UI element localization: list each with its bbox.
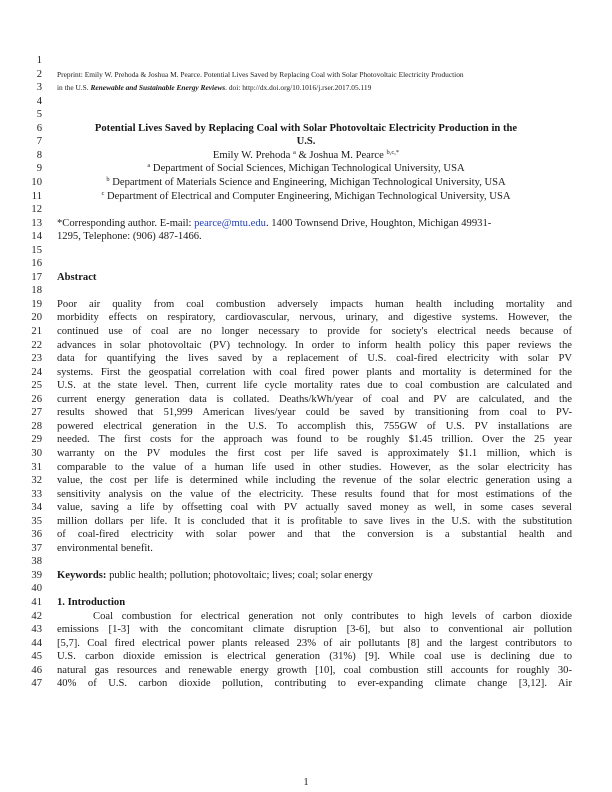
abstract-line: environmental benefit. [57, 543, 153, 554]
abstract-line: Poor air quality from coal combustion adversely impacts human health including mortality and [57, 299, 572, 310]
line-number: 37 [31, 543, 42, 554]
line-number-row [0, 257, 612, 271]
abstract-line-row [0, 366, 612, 380]
line-number: 9 [36, 163, 42, 174]
intro-line-row [0, 677, 612, 691]
line-number: 42 [31, 611, 42, 622]
intro-line: emissions [1-3] with the concomitant climate disruption [3-6], but also to conventional air pollution [57, 624, 572, 635]
abstract-line: systems. First the geospatial correlation with coal fired power plants and mortality is determined for the [57, 367, 572, 378]
intro-heading-line [0, 596, 612, 610]
line-number-row [0, 108, 612, 122]
intro-line-row [0, 664, 612, 678]
line-number: 28 [31, 421, 42, 432]
title-line-2 [0, 135, 612, 149]
abstract-line: advances in solar photovoltaic (PV) technology. In order to inform health policy this paper reviews the [57, 340, 572, 351]
abstract-line: needed. The first costs for the approach was found to be roughly $1.45 trillion. Over the 25 year [57, 434, 572, 445]
line-number: 14 [31, 231, 42, 242]
intro-heading: 1. Introduction [57, 597, 126, 608]
abstract-line: value, saving a life by offsetting coal with PV actually saved money as well, in some cases several [57, 502, 572, 513]
line-number: 27 [31, 407, 42, 418]
intro-line: U.S. carbon dioxide emission is electrical generation (31%) [9]. While coal use is declining due to [57, 651, 572, 662]
line-number: 1 [36, 55, 42, 66]
line-number: 23 [31, 353, 42, 364]
line-number: 18 [31, 285, 42, 296]
keywords-line [0, 569, 612, 583]
abstract-line-row [0, 461, 612, 475]
intro-line-row [0, 623, 612, 637]
abstract-line-row [0, 339, 612, 353]
line-number: 40 [31, 583, 42, 594]
authors-line [0, 149, 612, 163]
line-number: 7 [36, 136, 42, 147]
keywords: Keywords: public health; pollution; photovoltaic; lives; coal; solar energy [57, 570, 373, 581]
abstract-line-row [0, 515, 612, 529]
line-number: 41 [31, 597, 42, 608]
line-number: 4 [36, 96, 42, 107]
corresponding-author: *Corresponding author. E-mail: pearce@mtu.edu. 1400 Townsend Drive, Houghton, Michigan 49931- [57, 218, 492, 229]
abstract-line: data for quantifying the lives saved by a replacement of U.S. coal-fired electricity with solar PV [57, 353, 572, 364]
abstract-line-row [0, 298, 612, 312]
abstract-line: value, the cost per life is determined while including the revenue of the solar electric generation using a [57, 475, 572, 486]
line-number: 16 [31, 258, 42, 269]
line-number-row [0, 203, 612, 217]
line-number: 5 [36, 109, 42, 120]
preprint-citation: Preprint: Emily W. Prehoda & Joshua M. Pearce. Potential Lives Saved by Replacing Coal with Solar Photovoltaic Electricity Production [57, 70, 464, 79]
preprint-line-1 [0, 68, 612, 82]
line-number-row [0, 54, 612, 68]
line-number: 3 [36, 82, 42, 93]
corresponding-contact: 1295, Telephone: (906) 487-1466. [57, 231, 202, 242]
abstract-line-row [0, 352, 612, 366]
line-number-row [0, 555, 612, 569]
line-number: 38 [31, 556, 42, 567]
abstract-line: powered electrical generation in the U.S. To accomplish this, 755GW of U.S. PV installations are [57, 421, 572, 432]
abstract-line-row [0, 325, 612, 339]
abstract-line-row [0, 474, 612, 488]
abstract-line: of coal-fired electricity with solar power and that the conversion is a substantial health and [57, 529, 572, 540]
line-number-row [0, 284, 612, 298]
affiliation-line-a [0, 162, 612, 176]
intro-line-row [0, 637, 612, 651]
line-number: 22 [31, 340, 42, 351]
abstract-line: warranty on the PV modules the first cost per life saved is approximately $1.1 million, which is [57, 448, 572, 459]
abstract-line-row [0, 542, 612, 556]
abstract-line: morbidity effects on respiratory, cardiovascular, nervous, urinary, and digestive systems. However, the [57, 312, 572, 323]
affiliation-b: $^b$ Department of Materials Science and Engineering, Michigan Technological University, USA [106, 176, 506, 188]
line-number-row [0, 244, 612, 258]
abstract-line: million dollars per life. It is concluded that it is profitable to save lives in the U.S. with the substitution [57, 516, 572, 527]
line-number: 25 [31, 380, 42, 391]
line-number: 43 [31, 624, 42, 635]
line-number: 6 [36, 123, 42, 134]
authors: Emily W. Prehoda $^a$ & Joshua M. Pearce $^{b,c,*}$ [212, 149, 400, 161]
line-number: 8 [36, 150, 42, 161]
abstract-line-row [0, 393, 612, 407]
journal-name: Renewable and Sustainable Energy Reviews [90, 83, 226, 92]
paper-title: Potential Lives Saved by Replacing Coal with Solar Photovoltaic Electricity Production in the [94, 123, 518, 134]
line-number: 19 [31, 299, 42, 310]
abstract-line-row [0, 488, 612, 502]
intro-line: Coal combustion for electrical generation not only contributes to high levels of carbon dioxide [93, 611, 572, 622]
line-number-row [0, 95, 612, 109]
abstract-line: continued use of coal are no longer necessary to provide for society's electrical needs because of [57, 326, 572, 337]
abstract-line: results showed that 51,999 American lives/year could be saved by transitioning from coal to PV- [57, 407, 572, 418]
preprint-citation-cont: in the U.S. Renewable and Sustainable Energy Reviews. doi: http://dx.doi.org/10.1016/j.rser.2017.05.119 [57, 83, 372, 92]
page-number: 1 [303, 777, 309, 788]
line-number: 31 [31, 462, 42, 473]
abstract-line: current energy generation data is collated. Deaths/kWh/year of coal and PV are calculated, and the [57, 394, 572, 405]
line-number: 24 [31, 367, 42, 378]
line-number: 46 [31, 665, 42, 676]
abstract-line: sensitivity analysis on the value of the electricity. These results found that for most estimations of the [57, 489, 572, 500]
intro-line: natural gas resources and renewable energy growth [10], coal combustion still accounts for roughly 30- [57, 665, 572, 676]
abstract-heading-line [0, 271, 612, 285]
line-number-row [0, 582, 612, 596]
abstract-line-row [0, 447, 612, 461]
affiliation-c: $^c$ Department of Electrical and Computer Engineering, Michigan Technological University, USA [101, 190, 511, 202]
email-link[interactable]: pearce@mtu.edu [194, 218, 266, 229]
paper-title-cont: U.S. [296, 136, 316, 147]
line-number: 13 [31, 218, 42, 229]
abstract-line-row [0, 501, 612, 515]
line-number: 10 [31, 177, 42, 188]
line-number: 47 [31, 678, 42, 689]
preprint-line-2 [0, 81, 612, 95]
abstract-line-row [0, 528, 612, 542]
line-number: 36 [31, 529, 42, 540]
line-number: 26 [31, 394, 42, 405]
intro-line-row [0, 650, 612, 664]
line-number: 32 [31, 475, 42, 486]
line-number: 33 [31, 489, 42, 500]
title-line-1 [0, 122, 612, 136]
intro-line: 40% of U.S. carbon dioxide pollution, contributing to ever-expanding climate change [3,12]. Air [57, 678, 572, 689]
line-number: 29 [31, 434, 42, 445]
abstract-line-row [0, 406, 612, 420]
line-number: 34 [31, 502, 42, 513]
affiliation-line-c [0, 190, 612, 204]
affiliation-a: $^a$ Department of Social Sciences, Michigan Technological University, USA [147, 162, 465, 174]
line-number: 44 [31, 638, 42, 649]
line-number: 39 [31, 570, 42, 581]
line-number: 17 [31, 272, 42, 283]
abstract-line: comparable to the value of a human life used in other studies. However, as the solar electricity has [57, 462, 572, 473]
intro-line: [5,7]. Coal fired electrical power plants released 23% of air pollutants [8] and the largest contributors to [57, 638, 572, 649]
abstract-line-row [0, 311, 612, 325]
line-number: 45 [31, 651, 42, 662]
line-number: 35 [31, 516, 42, 527]
intro-line-row [0, 610, 612, 624]
affiliation-line-b [0, 176, 612, 190]
abstract-line-row [0, 433, 612, 447]
line-number: 11 [31, 191, 42, 202]
abstract-heading: Abstract [57, 272, 97, 283]
line-number: 20 [31, 312, 42, 323]
line-number: 30 [31, 448, 42, 459]
abstract-line: U.S. at the state level. Then, current life cycle mortality rates due to coal combustion are calculated and [57, 380, 572, 391]
doi-link[interactable]: . doi: http://dx.doi.org/10.1016/j.rser.2017.05.119 [225, 83, 372, 92]
line-number: 15 [31, 245, 42, 256]
line-number: 12 [31, 204, 42, 215]
abstract-line-row [0, 379, 612, 393]
corresponding-line-1 [0, 217, 612, 231]
line-number: 21 [31, 326, 42, 337]
abstract-line-row [0, 420, 612, 434]
line-number: 2 [36, 69, 42, 80]
corresponding-line-2 [0, 230, 612, 244]
